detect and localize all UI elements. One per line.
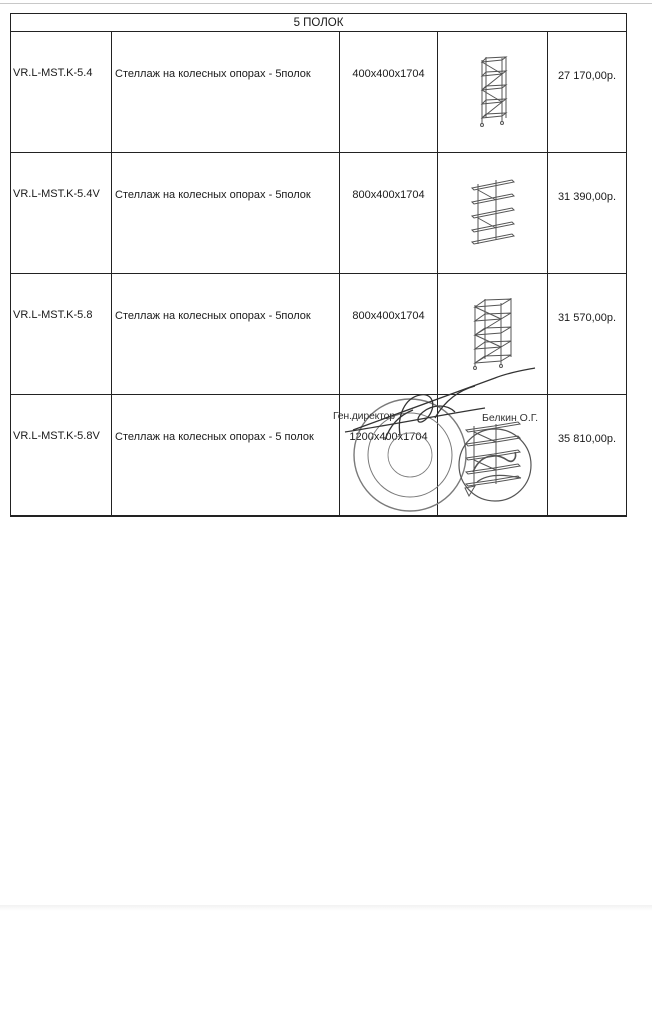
product-dimensions: 800x400x1704 (340, 153, 438, 274)
company-stamp (325, 360, 555, 525)
shelf-rack-sloped-icon (470, 178, 516, 248)
product-name: Стеллаж на колесных опорах - 5полок (112, 153, 340, 274)
product-code: VR.L-MST.K-5.4 (11, 32, 112, 153)
shelf-rack-narrow-icon (478, 56, 508, 128)
table-header-row (11, 14, 627, 32)
product-name: Стеллаж на колесных опорах - 5полок (112, 32, 340, 153)
table-row (11, 32, 627, 153)
product-price: 31 390,00р. (548, 153, 627, 274)
scan-bottom-edge (0, 905, 652, 911)
scan-top-edge (0, 3, 652, 4)
product-code: VR.L-MST.K-5.8 (11, 274, 112, 395)
director-title: Ген.директор (333, 410, 395, 422)
product-dimensions: 1200x400x1704 (340, 395, 438, 517)
product-dimensions: 400x400x1704 (340, 32, 438, 153)
product-image-cell (438, 32, 548, 153)
product-price: 35 810,00р. (548, 395, 627, 517)
product-name: Стеллаж на колесных опорах - 5 полок (112, 395, 340, 517)
product-price: 27 170,00р. (548, 32, 627, 153)
product-price: 31 570,00р. (548, 274, 627, 395)
section-title: 5 ПОЛОК (11, 14, 627, 32)
table-row (11, 153, 627, 274)
signature-block (325, 360, 555, 525)
product-dimensions: 800x400x1704 (340, 274, 438, 395)
product-image-cell (438, 153, 548, 274)
product-code: VR.L-MST.K-5.4V (11, 153, 112, 274)
product-code: VR.L-MST.K-5.8V (11, 395, 112, 517)
product-name: Стеллаж на колесных опорах - 5полок (112, 274, 340, 395)
director-name: Белкин О.Г. (482, 412, 539, 424)
